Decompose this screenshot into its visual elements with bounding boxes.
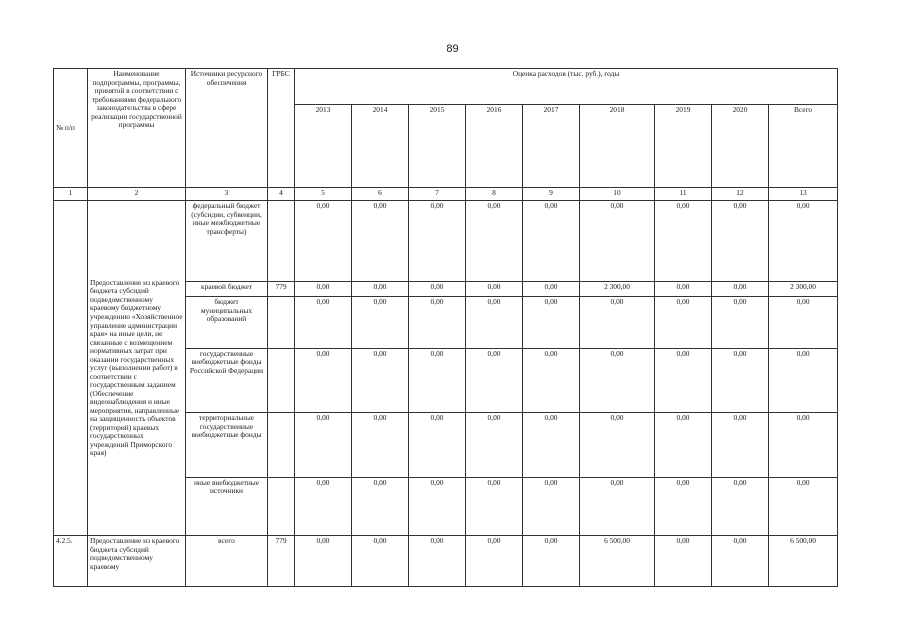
amount-cell: 6 500,00 (769, 536, 838, 587)
amount-cell: 0,00 (655, 413, 712, 478)
header-year-cell: 2015 (409, 105, 466, 188)
header-year-cell: 2018 (580, 105, 655, 188)
amount-cell: 0,00 (712, 297, 769, 348)
amount-cell: 0,00 (712, 201, 769, 282)
column-number-cell: 10 (580, 188, 655, 201)
amount-cell: 0,00 (655, 477, 712, 536)
amount-cell: 0,00 (580, 413, 655, 478)
header-year-cell: 2019 (655, 105, 712, 188)
amount-cell: 0,00 (712, 348, 769, 413)
amount-cell: 0,00 (352, 536, 409, 587)
amount-cell: 0,00 (655, 282, 712, 297)
amount-cell: 0,00 (580, 201, 655, 282)
measure-name-cell: Предоставление из краевого бюджета субсидий подведомственному краевому бюджетному учреждению «Хозяйственное управление администрации края» на иные цели, не связанные с возмещением нормативных затрат при оказании государственных услуг (выполнении работ) в соответствии с государственным заданием (Обеспечение видеонаблюдения и иные мероприятия, направленные на защищенность объектов (территорий) краевых государственных учреждений Приморского края) (88, 201, 186, 536)
amount-cell: 0,00 (352, 348, 409, 413)
amount-cell: 0,00 (352, 477, 409, 536)
row-index-cell: 4.2.5. (54, 536, 88, 587)
amount-cell: 0,00 (712, 413, 769, 478)
header-estimate-cell: Оценка расходов (тыс. руб.), годы (295, 69, 838, 105)
amount-cell: 0,00 (523, 282, 580, 297)
amount-cell: 0,00 (295, 348, 352, 413)
measure-name-cell: Предоставление из краевого бюджета субсидий подведомственному краевому (88, 536, 186, 587)
amount-cell: 0,00 (295, 477, 352, 536)
data-row (54, 201, 838, 282)
amount-cell: 0,00 (523, 413, 580, 478)
header-sources-cell: Источники ресурсного обеспечения (186, 69, 268, 188)
header-name-cell: Наименование подпрограммы, программы, принятой в соответствии с требованиями федерального законодательства в сфере реализации государственной программы (88, 69, 186, 188)
amount-cell: 0,00 (295, 536, 352, 587)
amount-cell: 0,00 (466, 413, 523, 478)
amount-cell: 0,00 (712, 282, 769, 297)
header-no-cell: № п/п (54, 69, 88, 188)
amount-cell: 0,00 (352, 201, 409, 282)
amount-cell: 0,00 (466, 282, 523, 297)
funding-source-cell: всего (186, 536, 268, 587)
amount-cell: 0,00 (352, 282, 409, 297)
header-year-cell: Всего (769, 105, 838, 188)
funding-source-cell: краевой бюджет (186, 282, 268, 297)
funding-source-cell: государственные внебюджетные фонды Российской Федерации (186, 348, 268, 413)
grbs-cell (268, 477, 295, 536)
amount-cell: 0,00 (769, 413, 838, 478)
column-number-cell: 11 (655, 188, 712, 201)
amount-cell: 0,00 (409, 536, 466, 587)
amount-cell: 0,00 (712, 536, 769, 587)
amount-cell: 0,00 (523, 297, 580, 348)
amount-cell: 0,00 (655, 297, 712, 348)
amount-cell: 0,00 (295, 297, 352, 348)
grbs-cell (268, 413, 295, 478)
column-number-cell: 9 (523, 188, 580, 201)
amount-cell: 0,00 (769, 201, 838, 282)
page-number: 89 (446, 43, 459, 55)
grbs-cell (268, 201, 295, 282)
amount-cell: 0,00 (295, 282, 352, 297)
grbs-cell (268, 297, 295, 348)
amount-cell: 0,00 (466, 201, 523, 282)
amount-cell: 0,00 (295, 201, 352, 282)
amount-cell: 0,00 (655, 201, 712, 282)
amount-cell: 0,00 (655, 536, 712, 587)
column-number-cell: 13 (769, 188, 838, 201)
header-year-cell: 2016 (466, 105, 523, 188)
row-index-cell (54, 201, 88, 536)
header-year-cell: 2014 (352, 105, 409, 188)
column-numbers-row (54, 188, 838, 201)
column-number-cell: 8 (466, 188, 523, 201)
amount-cell: 0,00 (409, 201, 466, 282)
amount-cell: 0,00 (580, 348, 655, 413)
amount-cell: 0,00 (409, 348, 466, 413)
column-number-cell: 6 (352, 188, 409, 201)
data-row-4-2-5 (54, 536, 838, 587)
amount-cell: 0,00 (580, 297, 655, 348)
amount-cell: 0,00 (295, 413, 352, 478)
amount-cell: 2 300,00 (769, 282, 838, 297)
amount-cell: 0,00 (523, 201, 580, 282)
header-row (54, 69, 838, 105)
column-number-cell: 1 (54, 188, 88, 201)
amount-cell: 0,00 (466, 348, 523, 413)
amount-cell: 0,00 (769, 348, 838, 413)
amount-cell: 2 300,00 (580, 282, 655, 297)
amount-cell: 0,00 (769, 297, 838, 348)
header-year-cell: 2020 (712, 105, 769, 188)
funding-source-cell: иные внебюджетные источники (186, 477, 268, 536)
amount-cell: 0,00 (409, 297, 466, 348)
amount-cell: 0,00 (466, 297, 523, 348)
column-number-cell: 7 (409, 188, 466, 201)
funding-source-cell: федеральный бюджет (субсидии, субвенции, иные межбюджетные трансферты) (186, 201, 268, 282)
column-number-cell: 12 (712, 188, 769, 201)
amount-cell: 0,00 (466, 536, 523, 587)
column-number-cell: 5 (295, 188, 352, 201)
amount-cell: 0,00 (712, 477, 769, 536)
amount-cell: 0,00 (409, 413, 466, 478)
column-number-cell: 4 (268, 188, 295, 201)
amount-cell: 6 500,00 (580, 536, 655, 587)
amount-cell: 0,00 (352, 413, 409, 478)
amount-cell: 0,00 (523, 348, 580, 413)
amount-cell: 0,00 (769, 477, 838, 536)
table-body (54, 69, 838, 587)
grbs-cell (268, 348, 295, 413)
amount-cell: 0,00 (409, 282, 466, 297)
header-year-cell: 2013 (295, 105, 352, 188)
funding-source-cell: территориальные государственные внебюджетные фонды (186, 413, 268, 478)
column-number-cell: 2 (88, 188, 186, 201)
header-year-cell: 2017 (523, 105, 580, 188)
amount-cell: 0,00 (655, 348, 712, 413)
amount-cell: 0,00 (466, 477, 523, 536)
amount-cell: 0,00 (409, 477, 466, 536)
grbs-cell: 779 (268, 536, 295, 587)
amount-cell: 0,00 (523, 477, 580, 536)
amount-cell: 0,00 (352, 297, 409, 348)
funding-source-cell: бюджет муниципальных образований (186, 297, 268, 348)
grbs-cell: 779 (268, 282, 295, 297)
header-grbs-cell: ГРБС (268, 69, 295, 188)
budget-table (53, 68, 838, 587)
amount-cell: 0,00 (580, 477, 655, 536)
amount-cell: 0,00 (523, 536, 580, 587)
column-number-cell: 3 (186, 188, 268, 201)
